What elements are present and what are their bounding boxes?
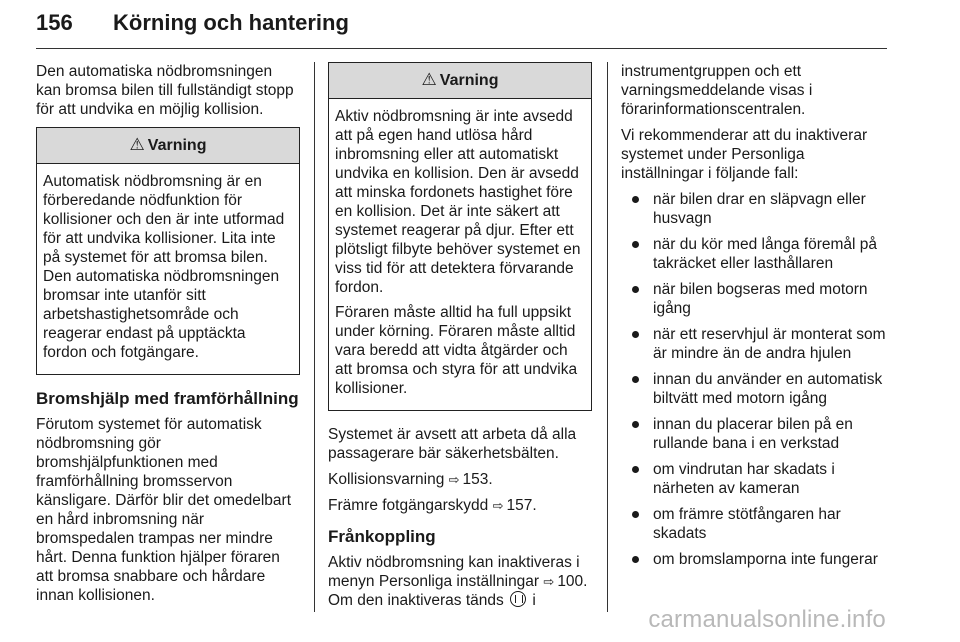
section-text: Aktiv nödbromsning kan inaktiveras i menyn Personliga inställningar [328,554,580,590]
list-item: när du kör med långa föremål på takräcket eller lasthållaren [621,235,889,273]
brake-warning-icon [510,591,526,607]
warning-title: Varning [439,72,499,89]
list-item: om främre stötfångaren har skadats [621,505,889,543]
warning-text: Automatisk nödbromsning är en förberedande nödfunktion för kollisioner och den är inte utformad för att undvika kollisioner. Lita inte på systemet för att bromsa bilen. Den automatiska nödbromsningen bromsar inte utanför sitt arbetshastighetsområde och reagerar endast på upptäckta fordon och fotgängare. [43,173,285,361]
warning-text-1: Aktiv nödbromsning är inte avsedd att på egen hand utlösa hård inbromsning eller att automatiskt undvika en kollision. Den är avsedd att minska fordonets hastighet före en kollision. Det är inte säkert att systemet reagerar på djur. Efter ett plötsligt filbyte behöver systemet en viss tid för att detektera förvarande fordon. [335,108,581,296]
bullet-icon [632,511,639,518]
bullet-icon [632,376,639,383]
bullet-icon [632,556,639,563]
list-item: om vindrutan har skadats i närheten av kameran [621,460,889,498]
reference-page: 100. [557,573,588,590]
reference-page: 157. [506,497,537,514]
list-item: när bilen bogseras med motorn igång [621,280,889,318]
paragraph-continued: instrumentgruppen och ett varningsmeddelande visas i förarinformationscentralen. [621,63,813,118]
warning-box [36,127,300,375]
section-heading: Frånkoppling [328,527,436,546]
bullet-icon [632,241,639,248]
paragraph-seatbelts: Systemet är avsett att arbeta då alla passagerare bär säkerhetsbälten. [328,426,577,462]
reference-label: Kollisionsvarning [328,471,445,488]
warning-triangle-icon: ⚠ [129,135,145,154]
section-heading: Bromshjälp med framförhållning [36,389,299,408]
reference-arrow-icon: ⇨ [492,498,504,513]
bullet-icon [632,466,639,473]
column-3 [621,62,889,576]
warning-title: Varning [147,137,207,154]
watermark: carmanualsonline.info [648,606,886,633]
warning-box [328,62,592,411]
header-rule [36,48,887,49]
section-tail-end: i [532,592,536,609]
warning-body [37,164,299,374]
column-divider-1 [314,62,315,612]
page-number: 156 [36,10,73,35]
paragraph-recommendation: Vi rekommenderar att du inaktiverar systemet under Personliga inställningar i följande fall: [621,127,868,182]
chapter-title: Körning och hantering [113,10,349,35]
reference-collision-warning[interactable] [328,470,592,489]
reference-label: Främre fotgängarskydd [328,497,489,514]
bullet-icon [632,286,639,293]
reference-pedestrian-protection[interactable] [328,496,592,515]
column-1 [36,62,300,612]
section-tail: Om den inaktiveras tänds [328,592,504,609]
column-divider-2 [607,62,608,612]
intro-paragraph: Den automatiska nödbromsningen kan bromsa bilen till fullständigt stopp för att undvika en möjlig kollision. [36,63,294,118]
reference-page: 153. [462,471,493,488]
bullet-icon [632,421,639,428]
bullet-list [621,190,889,569]
page-header [36,10,936,50]
section-paragraph: Förutom systemet för automatisk nödbromsning gör bromshjälpfunktionen med framförhållning bromsservon känsligare. Därför blir det omedelbart en hård inbromsning när bromspedalen trampas ner mindre hårt. Denna funktion hjälper föraren att bromsa snabbare och hårdare innan kollisionen. [36,416,292,604]
warning-text-2: Föraren måste alltid ha full uppsikt under körning. Föraren måste alltid vara beredd att vidta åtgärder och att bromsa och styra för att undvika kollisioner. [335,304,578,397]
list-item: innan du placerar bilen på en rullande bana i en verkstad [621,415,889,453]
section-paragraph [328,553,592,610]
list-item: när bilen drar en släpvagn eller husvagn [621,190,889,228]
warning-triangle-icon: ⚠ [421,70,437,89]
list-item: innan du använder en automatisk biltvätt med motorn igång [621,370,889,408]
reference-arrow-icon: ⇨ [543,574,555,589]
warning-body [329,99,591,410]
warning-header [37,128,299,164]
reference-arrow-icon: ⇨ [448,472,460,487]
warning-header [329,63,591,99]
bullet-icon [632,331,639,338]
column-2 [328,62,592,617]
bullet-icon [632,196,639,203]
list-item: om bromslamporna inte fungerar [621,550,889,569]
list-item: när ett reservhjul är monterat som är mindre än de andra hjulen [621,325,889,363]
